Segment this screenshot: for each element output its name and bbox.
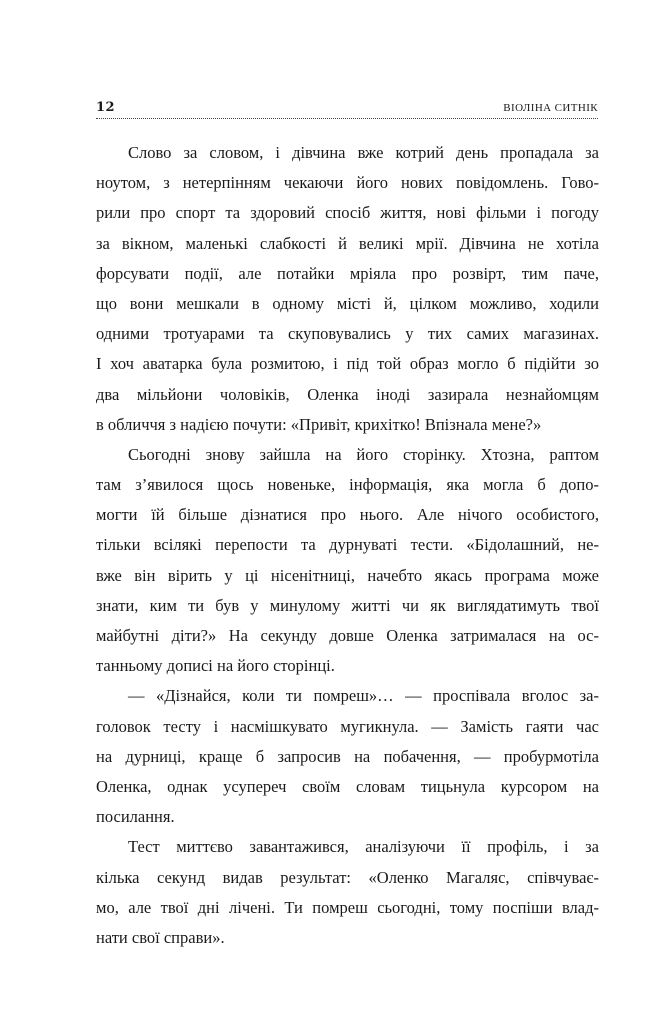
text-line: одними тротуарами та скуповувались у тих самих магазинах. [96,324,599,344]
text-line: тільки всілякі перепости та дурнуваті тести. «Бідолашний, не- [96,535,599,555]
page-number: 12 [96,100,116,115]
text-line: майбутні діти?» На секунду довше Оленка затрималася на ос- [96,626,599,645]
text-line: що вони мешкали в одному місті й, цілком можливо, ходили [96,293,599,313]
text-line: в обличчя з надією почути: «Привіт, крихітко! Впізнала мене?» [96,414,542,434]
text-line: головок тесту і насмішкувато мугикнула. — Замість гаяти час [96,716,599,736]
text-line: мо, але твої дні лічені. Ти помреш сьогодні, тому поспіши влад- [96,897,599,917]
text-line: І хоч аватарка була розмитою, і під той образ могло б підійти зо [96,354,599,374]
text-line: нати свої справи». [96,927,225,947]
text-line: Тест миттєво завантажився, аналізуючи її профіль, і за [128,837,599,857]
text-line: Сьогодні знову зайшла на його сторінку. Хтозна, раптом [128,444,599,464]
text-line: там з’явилося щось новеньке, інформація, яка могла б допо- [96,475,599,495]
text-line: знати, ким ти був у минулому житті чи як виглядатимуть твої [96,595,599,615]
text-line: форсувати події, але потайки мріяла про розвірт, тим паче, [96,263,599,283]
text-line: два мільйони чоловіків, Оленка іноді зазирала незнайомцям [96,384,599,404]
text-line: рили про спорт та здоровий спосіб життя, нові фільми і погоду [96,203,599,223]
text-line: Оленка, однак усупереч своїм словам тицьнула курсором на [96,776,599,796]
book-title: ВІОЛІНА СИТНІК [503,102,598,114]
text-line: на дурниці, краще б запросив на побачення, — пробурмотіла [96,746,599,766]
text-line: за вікном, маленькі слабкості й великі мрії. Дівчина не хотіла [96,233,599,253]
text-line: могти їй більше дізнатися про нього. Але нічого особистого, [96,505,599,525]
text-line: — «Дізнайся, коли ти помреш»… — проспівала вголос за- [128,686,599,706]
body-text [96,138,599,953]
text-line: посилання. [96,807,175,827]
text-line: кілька секунд видав результат: «Оленко Магаляс, співчуває- [96,867,599,887]
text-line: вже він вірить у ці нісенітниці, начебто якась програма може [96,565,599,585]
text-line: танньому дописі на його сторінці. [96,656,335,676]
running-head [96,100,598,119]
text-line: Слово за словом, і дівчина вже котрий день пропадала за [128,143,599,162]
text-line: ноутом, з нетерпінням чекаючи його нових повідомлень. Гово- [96,173,599,193]
